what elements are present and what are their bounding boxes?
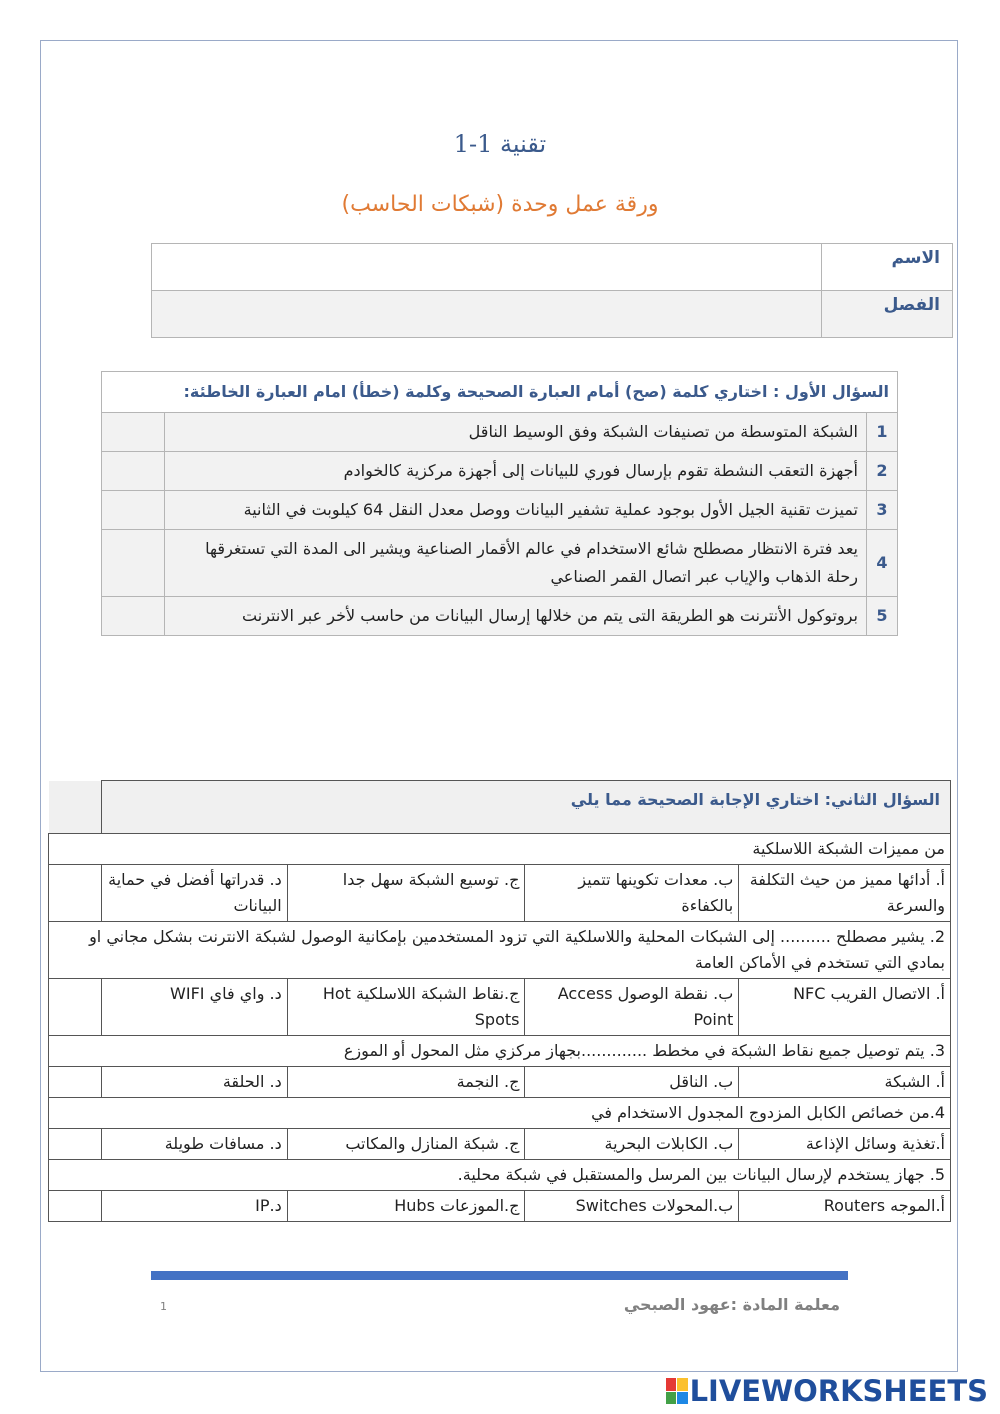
option-d[interactable]: د. الحلقة [101, 1067, 287, 1098]
option-d[interactable]: د. قدراتها أفضل في حماية البيانات [101, 865, 287, 922]
item-number: 2 [867, 452, 898, 491]
table-row [102, 413, 898, 452]
option-c[interactable]: ج. شبكة المنازل والمكاتب [287, 1129, 525, 1160]
table-row [102, 491, 898, 530]
statement-text: يعد فترة الانتظار مصطلح شائع الاستخدام في عالم الأقمار الصناعية ويشير الى المدة التي تستغرقها رحلة الذهاب والإياب عبر اتصال القمر الصناعي [165, 530, 867, 597]
answer-field[interactable] [102, 597, 165, 636]
name-label: الاسم [822, 244, 953, 291]
subject-title: تقنية 1-1 [453, 130, 547, 158]
answer-field[interactable] [102, 452, 165, 491]
answer-field[interactable] [102, 413, 165, 452]
question-1-table [101, 371, 898, 636]
option-a[interactable]: أ.الموجه Routers [739, 1191, 951, 1222]
statement-text: بروتوكول الأنترنت هو الطريقة التى يتم من خلالها إرسال البيانات من حاسب لأخر عبر الانترنت [165, 597, 867, 636]
option-b[interactable]: ب. الناقل [525, 1067, 739, 1098]
class-field[interactable] [152, 291, 822, 338]
liveworksheets-logo[interactable] [666, 1374, 988, 1408]
options-row [49, 1067, 951, 1098]
answer-field[interactable] [49, 979, 102, 1036]
item-number: 3 [867, 491, 898, 530]
teacher-name: معلمة المادة :عهود الصبحي [623, 1295, 840, 1314]
option-c[interactable]: ج. النجمة [287, 1067, 525, 1098]
table-row [102, 452, 898, 491]
item-number: 4 [867, 530, 898, 597]
answer-field[interactable] [49, 865, 102, 922]
option-a[interactable]: أ.تغذية وسائل الإذاعة [739, 1129, 951, 1160]
option-a[interactable]: أ. أدائها مميز من حيث التكلفة والسرعة [739, 865, 951, 922]
logo-text: LIVEWORKSHEETS [689, 1374, 988, 1408]
options-row [49, 1129, 951, 1160]
options-row [49, 979, 951, 1036]
table-row [102, 530, 898, 597]
option-b[interactable]: ب. نقطة الوصول Access Point [525, 979, 739, 1036]
item-number: 1 [867, 413, 898, 452]
statement-text: أجهزة التعقب النشطة تقوم بإرسال فوري للبيانات إلى أجهزة مركزية كالخوادم [165, 452, 867, 491]
answer-field[interactable] [49, 1129, 102, 1160]
statement-text: تميزت تقنية الجيل الأول بوجود عملية تشفير البيانات ووصل معدل النقل 64 كيلوبت في الثانية [165, 491, 867, 530]
name-field[interactable] [152, 244, 822, 291]
question-stem: 2. يشير مصطلح .......... إلى الشبكات المحلية واللاسلكية التي تزود المستخدمين بإمكانية الوصول لشبكة الانترنت بشكل مجاني او بمادي التي تستخدم في الأماكن العامة [49, 922, 951, 979]
options-row [49, 1191, 951, 1222]
question-stem: 4.من خصائص الكابل المزدوج المجدول الاستخدام في [49, 1098, 951, 1129]
option-b[interactable]: ب.المحولات Switches [525, 1191, 739, 1222]
page-number: 1 [160, 1300, 167, 1313]
question-stem: 5. جهاز يستخدم لإرسال البيانات بين المرسل والمستقبل في شبكة محلية. [49, 1160, 951, 1191]
answer-field[interactable] [102, 491, 165, 530]
logo-icon [666, 1378, 688, 1404]
option-c[interactable]: ج.نقاط الشبكة اللاسلكية Hot Spots [287, 979, 525, 1036]
option-b[interactable]: ب. الكابلات البحرية [525, 1129, 739, 1160]
worksheet-title: ورقة عمل وحدة (شبكات الحاسب) [341, 192, 659, 217]
question-2-heading: السؤال الثاني: اختاري الإجابة الصحيحة مما يلي [101, 781, 950, 834]
option-a[interactable]: أ. الاتصال القريب NFC [739, 979, 951, 1036]
item-number: 5 [867, 597, 898, 636]
answer-field[interactable] [49, 1067, 102, 1098]
option-d[interactable]: د. واي فاي WIFI [101, 979, 287, 1036]
question-2-table [48, 780, 951, 1222]
class-label: الفصل [822, 291, 953, 338]
option-d[interactable]: د.IP [101, 1191, 287, 1222]
statement-text: الشبكة المتوسطة من تصنيفات الشبكة وفق الوسيط الناقل [165, 413, 867, 452]
footer-divider [151, 1271, 848, 1280]
options-row [49, 865, 951, 922]
question-stem: من مميزات الشبكة اللاسلكية [49, 834, 951, 865]
option-d[interactable]: د. مسافات طويلة [101, 1129, 287, 1160]
option-b[interactable]: ب. معدات تكوينها تتميز بالكفاءة [525, 865, 739, 922]
question-1-heading: السؤال الأول : اختاري كلمة (صح) أمام العبارة الصحيحة وكلمة (خطأ) امام العبارة الخاطئة: [102, 372, 898, 413]
student-info-table [151, 243, 953, 338]
answer-field[interactable] [102, 530, 165, 597]
question-stem: 3. يتم توصيل جميع نقاط الشبكة في مخطط .............بجهاز مركزي مثل المحول أو الموزع [49, 1036, 951, 1067]
option-c[interactable]: ج.الموزعات Hubs [287, 1191, 525, 1222]
answer-field[interactable] [49, 1191, 102, 1222]
table-row [102, 597, 898, 636]
option-c[interactable]: ج. توسيع الشبكة سهل جدا [287, 865, 525, 922]
option-a[interactable]: أ. الشبكة [739, 1067, 951, 1098]
